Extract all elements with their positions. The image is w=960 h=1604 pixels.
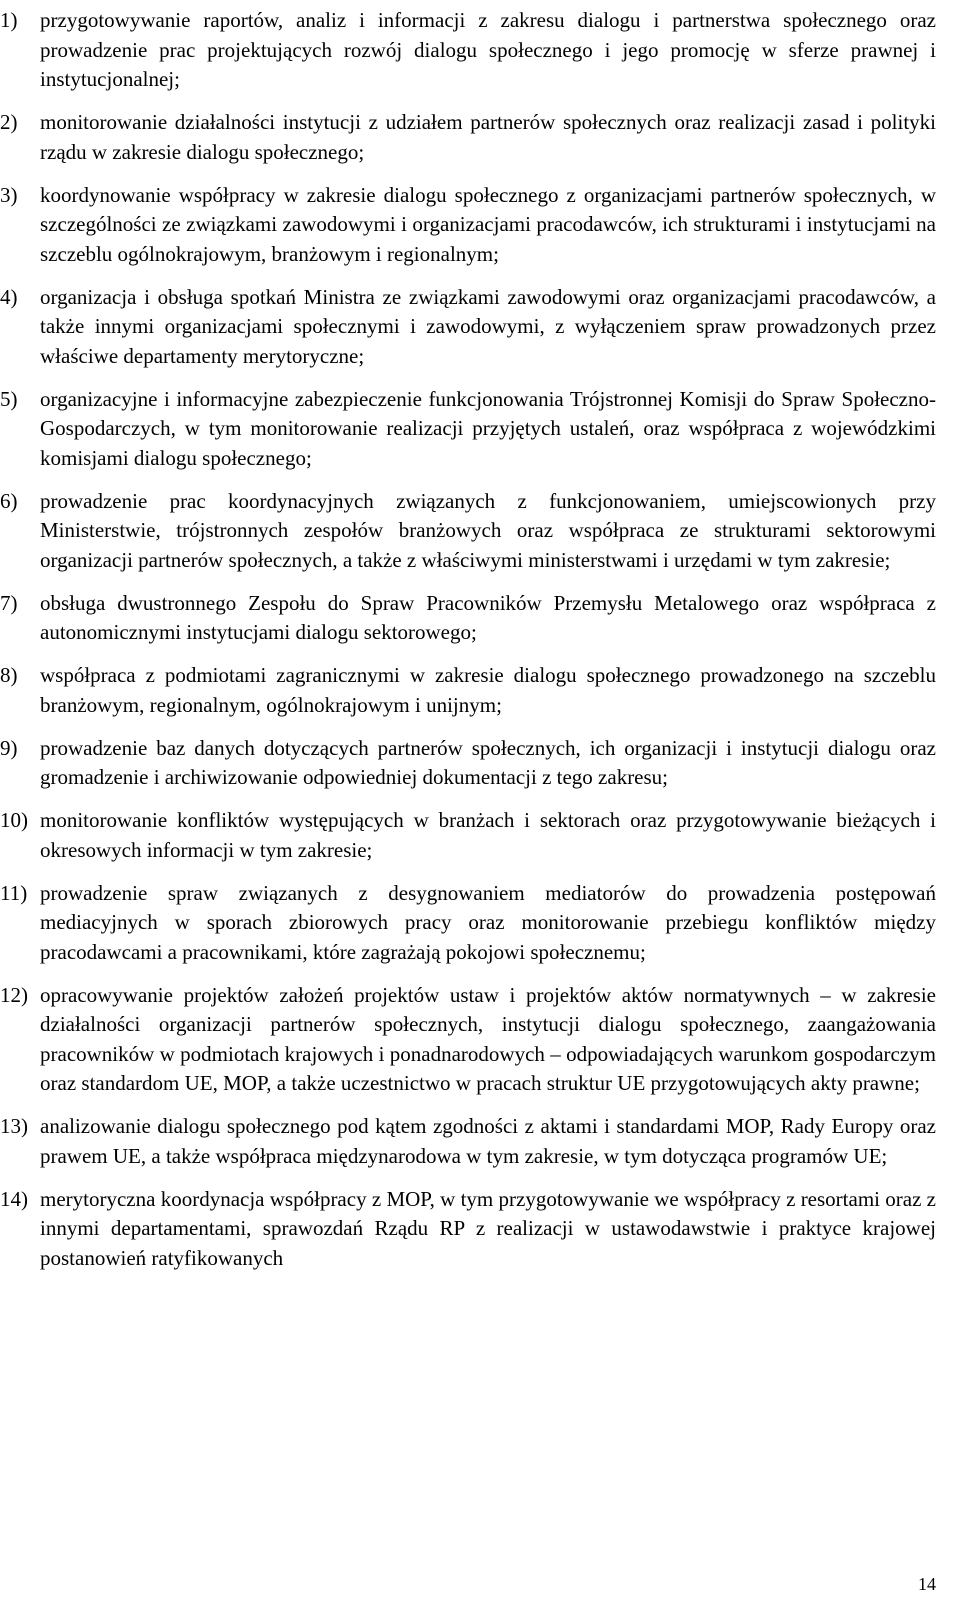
list-item-number: 12) [0,982,28,1007]
list-item [0,1112,936,1171]
list-item-text: organizacja i obsługa spotkań Ministra ze związkami zawodowymi oraz organizacjami pracodawców, a także innymi organizacjami społecznymi i zawodowymi, z wyłączeniem spraw prowadzonych przez właściwe departamenty merytoryczne; [40,284,936,368]
list-item-number: 8) [0,663,18,687]
list-item [0,385,936,474]
page-number: 14 [918,1574,936,1594]
list-item-text: opracowywanie projektów założeń projektów ustaw i projektów aktów normatywnych – w zakresie działalności organizacji partnerów społecznych, instytucji dialogu społecznego, zaangażowania pracowników w podmiotach krajowych i ponadnarodowych – odpowiadających warunkom gospodarczym oraz standardom UE, MOP, a także uczestnictwo w pracach struktur UE przygotowujących akty prawne; [40,982,936,1095]
list-item-text: organizacyjne i informacyjne zabezpieczenie funkcjonowania Trójstronnej Komisji do Spraw Społeczno-Gospodarczych, w tym monitorowanie realizacji przyjętych ustaleń, oraz współpraca z wojewódzkimi komisjami dialogu społecznego; [40,386,936,470]
list-item [0,487,936,576]
list-item [0,661,936,720]
list-item-text: koordynowanie współpracy w zakresie dialogu społecznego z organizacjami partnerów społecznych, w szczególności ze związkami zawodowymi i organizacjami pracodawców, ich strukturami i instytucjami na szczeblu ogólnokrajowym, branżowym i regionalnym; [40,182,936,266]
list-item-number: 4) [0,284,18,309]
list-item [0,806,936,865]
list-item [0,734,936,793]
list-item-number: 14) [0,1186,28,1211]
numbered-list [0,6,936,1287]
list-item-text: monitorowanie działalności instytucji z udziałem partnerów społecznych oraz realizacji zasad i polityki rządu w zakresie dialogu społecznego; [40,110,936,164]
list-item-number: 5) [0,386,18,411]
list-item-number: 11) [0,880,28,905]
list-item-number: 7) [0,590,18,615]
list-item [0,181,936,270]
list-item [0,108,936,167]
list-item-number: 10) [0,808,28,832]
list-item [0,589,936,648]
list-item-text: współpraca z podmiotami zagranicznymi w zakresie dialogu społecznego prowadzonego na szczeblu branżowym, regionalnym, ogólnokrajowym i unijnym; [40,663,936,717]
list-item-text: obsługa dwustronnego Zespołu do Spraw Pracowników Przemysłu Metalowego oraz współpraca z autonomicznymi instytucjami dialogu sektorowego; [40,590,936,644]
list-item [0,6,936,95]
list-item-number: 6) [0,488,18,513]
list-item-number: 1) [0,8,18,32]
list-item-text: analizowanie dialogu społecznego pod kątem zgodności z aktami i standardami MOP, Rady Europy oraz prawem UE, a także współpraca międzynarodowa w tym zakresie, w tym dotycząca programów UE; [40,1114,936,1168]
list-item-number: 3) [0,182,18,207]
list-item-text: przygotowywanie raportów, analiz i informacji z zakresu dialogu i partnerstwa społecznego oraz prowadzenie prac projektujących rozwój dialogu społecznego i jego promocję w sferze prawnej i instytucjonalnej; [40,8,936,91]
list-item-number: 13) [0,1114,28,1138]
list-item-number: 9) [0,735,18,760]
list-item-text: prowadzenie spraw związanych z desygnowaniem mediatorów do prowadzenia postępowań mediacyjnych w sporach zbiorowych pracy oraz monitorowanie przebiegu konfliktów między pracodawcami a pracownikami, które zagrażają pokojowi społecznemu; [40,880,936,964]
list-item-text: monitorowanie konfliktów występujących w branżach i sektorach oraz przygotowywanie bieżących i okresowych informacji w tym zakresie; [40,808,936,862]
list-item-number: 2) [0,110,18,134]
list-item [0,1185,936,1274]
list-item-text: prowadzenie prac koordynacyjnych związanych z funkcjonowaniem, umiejscowionych przy Ministerstwie, trójstronnych zespołów branżowych oraz współpraca ze strukturami sektorowymi organizacji partnerów społecznych, a także z właściwymi ministerstwami i urzędami w tym zakresie; [40,488,936,572]
list-item-text: prowadzenie baz danych dotyczących partnerów społecznych, ich organizacji i instytucji dialogu oraz gromadzenie i archiwizowanie odpowiedniej dokumentacji z tego zakresu; [40,735,936,789]
list-item-text: merytoryczna koordynacja współpracy z MOP, w tym przygotowywanie we współpracy z resortami oraz z innymi departamentami, sprawozdań Rządu RP z realizacji w ustawodawstwie i praktyce krajowej postanowień ratyfikowanych [40,1186,936,1270]
list-item [0,879,936,968]
list-item [0,283,936,372]
list-item [0,981,936,1099]
